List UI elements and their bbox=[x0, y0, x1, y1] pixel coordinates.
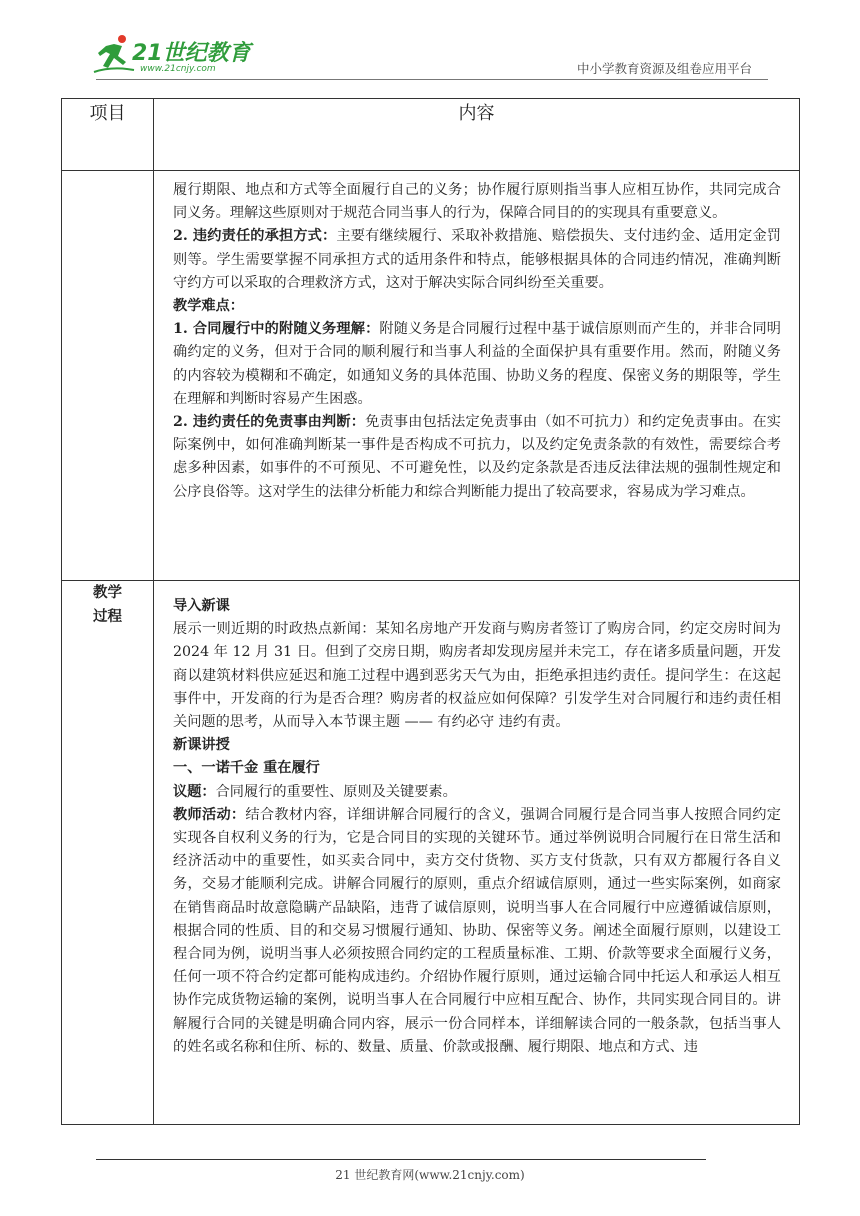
runner-logo-icon bbox=[92, 32, 136, 76]
paragraph: 2. 违约责任的免责事由判断：免责事由包括法定免责事由（如不可抗力）和约定免责事由。在实际案例中，如何准确判断某一事件是否构成不可抗力，以及约定免责条款的有效性，需要综合考虑多种因素，如事件的不可预见、不可避免性，以及约定条款是否违反法律法规的强制性规定和公序良俗等。这对学生的法律分析能力和综合判断能力提出了较高要求，容易成为学习难点。 bbox=[173, 414, 781, 500]
row-label-empty bbox=[62, 171, 154, 581]
paragraph: 导入新课 bbox=[173, 598, 230, 614]
footer-text: 21 世纪教育网(www.21cnjy.com) bbox=[335, 1168, 525, 1182]
row-label-teaching-process bbox=[62, 581, 154, 1125]
paragraph: 2. 违约责任的承担方式：主要有继续履行、采取补救措施、赔偿损失、支付违约金、适用定金罚则等。学生需要掌握不同承担方式的适用条件和特点，能够根据具体的合同违约情况，准确判断守约方可以采取的合理救济方式，这对于解决实际合同纠纷至关重要。 bbox=[173, 228, 781, 291]
label-line: 教学 bbox=[93, 584, 122, 601]
paragraph: 1. 合同履行中的附随义务理解：附随义务是合同履行过程中基于诚信原则而产生的，并非合同明确约定的义务，但对于合同的顺利履行和当事人利益的全面保护具有重要作用。然而，附随义务的内容较为模糊和不确定，如通知义务的具体范围、协助义务的程度、保密义务的期限等，学生在理解和判断时容易产生困惑。 bbox=[173, 321, 781, 407]
column-header-item: 项目 bbox=[62, 99, 154, 171]
column-header-content: 内容 bbox=[154, 99, 800, 171]
logo-url: www.21cnjy.com bbox=[140, 64, 216, 74]
label-line: 过程 bbox=[93, 608, 122, 625]
row-content bbox=[154, 581, 800, 1125]
paragraph: 履行期限、地点和方式等全面履行自己的义务；协作履行原则指当事人应相互协作，共同完成合同义务。理解这些原则对于规范合同当事人的行为，保障合同目的的实现具有重要意义。 bbox=[173, 182, 781, 222]
paragraph: 议题：合同履行的重要性、原则及关键要素。 bbox=[173, 783, 457, 800]
table-row bbox=[62, 171, 800, 581]
paragraph: 新课讲授 bbox=[173, 737, 230, 754]
paragraph: 展示一则近期的时政热点新闻：某知名房地产开发商与购房者签订了购房合同，约定交房时间为 2024 年 12 月 31 日。但到了交房日期，购房者却发现房屋并未完工，存在诸多质量问题，开发商以建筑材料供应延迟和施工过程中遇到恶劣天气为由，拒绝承担违约责任。提问学生：在这起事件中，开发商的行为是否合理？购房者的权益应如何保障？引发学生对合同履行和违约责任相关问题的思考，从而导入本节课主题 —— 有约必守 违约有责。 bbox=[173, 621, 781, 731]
platform-title: 中小学教育资源及组卷应用平台 bbox=[576, 61, 752, 76]
paragraph: 教师活动：结合教材内容，详细讲解合同履行的含义，强调合同履行是合同当事人按照合同约定实现各自权利义务的行为，它是合同目的实现的关键环节。通过举例说明合同履行在日常生活和经济活动中的重要性，如买卖合同中，卖方交付货物、买方支付货款，只有双方都履行各自义务，交易才能顺利完成。讲解合同履行的原则，重点介绍诚信原则，通过一些实际案例，如商家在销售商品时故意隐瞒产品缺陷，违背了诚信原则，说明当事人在合同履行中应遵循诚信原则，根据合同的性质、目的和交易习惯履行通知、协助、保密等义务。阐述全面履行原则，以建设工程合同为例，说明当事人必须按照合同约定的工程质量标准、工期、价款等要求全面履行义务，任何一项不符合约定都可能构成违约。介绍协作履行原则，通过运输合同中托运人和承运人相互协作完成货物运输的案例，说明当事人在合同履行中应相互配合、协作，共同实现合同目的。讲解履行合同的关键是明确合同内容，展示一份合同样本，详细解读合同的一般条款，包括当事人的姓名或名称和住所、标的、数量、质量、价款或报酬、履行期限、地点和方式、违 bbox=[173, 806, 781, 1055]
row-content bbox=[154, 171, 800, 581]
header-divider bbox=[96, 79, 768, 80]
page-header bbox=[0, 0, 860, 90]
lesson-table bbox=[61, 98, 800, 1125]
logo-text: 21世纪教育 bbox=[132, 41, 251, 66]
paragraph: 教学难点： bbox=[173, 298, 244, 315]
content-text bbox=[154, 581, 799, 1065]
table-row bbox=[62, 581, 800, 1125]
paragraph: 一、一诺千金 重在履行 bbox=[173, 760, 320, 777]
logo bbox=[92, 32, 262, 78]
footer-divider bbox=[96, 1159, 706, 1160]
content-text bbox=[154, 171, 799, 510]
table-header-row bbox=[62, 99, 800, 171]
